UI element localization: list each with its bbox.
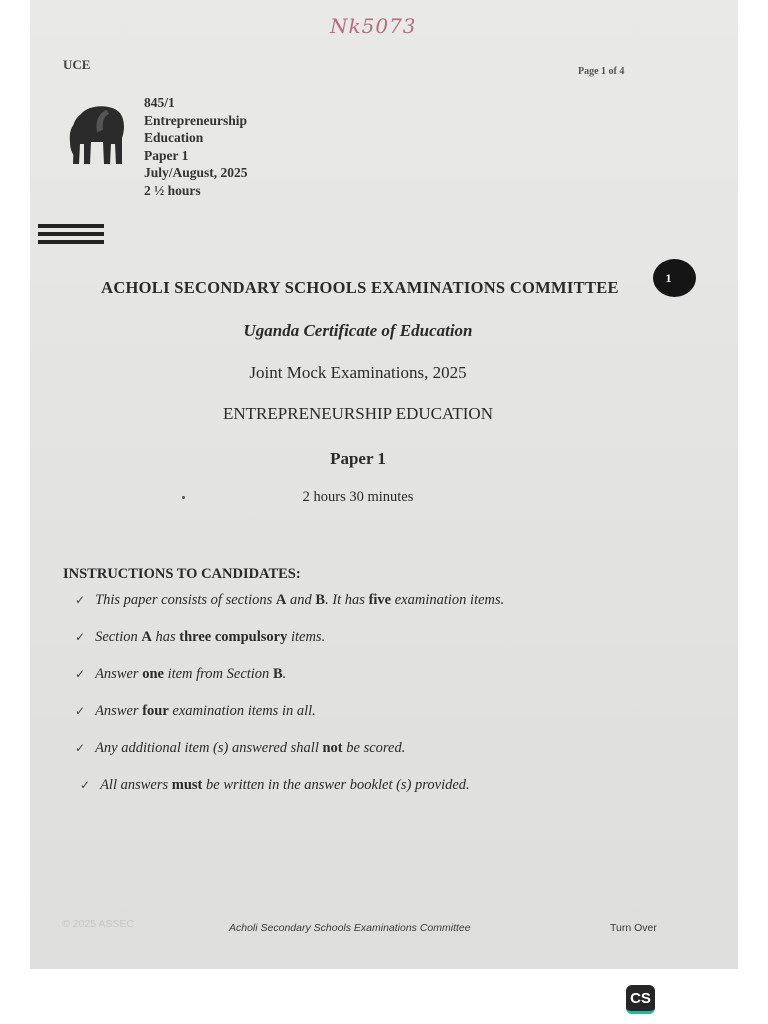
instruction-item: ✓ Section A has three compulsory items. [75, 629, 326, 645]
elephant-icon [67, 100, 129, 170]
subject-line-1: Entrepreneurship [144, 112, 248, 128]
exam-paper [30, 0, 738, 969]
duration: 2 hours 30 minutes [302, 489, 414, 505]
instruction-item: ✓ Any additional item (s) answered shall not be scored. [75, 740, 406, 756]
instruction-item: ✓ This paper consists of sections A and B. It has five examination items. [75, 592, 505, 608]
exam-name: Joint Mock Examinations, 2025 [249, 363, 467, 382]
check-icon: ✓ [75, 630, 86, 644]
instruction-item: ✓ Answer one item from Section B. [75, 666, 287, 682]
level-code: UCE [63, 57, 91, 72]
handwritten-note: Nk5073 [330, 14, 417, 38]
footer-copyright: © 2025 ASSEC [62, 918, 134, 930]
certificate-title: Uganda Certificate of Education [243, 321, 473, 340]
footer-turn-over: Turn Over [610, 922, 657, 934]
paper-label: Paper 1 [144, 147, 189, 163]
check-icon: ✓ [75, 593, 86, 607]
paper-code: 845/1 [144, 95, 175, 110]
paper-title: Paper 1 [330, 449, 386, 468]
subject-line-2: Education [144, 130, 204, 145]
subject-title: ENTREPRENEURSHIP EDUCATION [223, 404, 493, 423]
instruction-item: ✓ Answer four examination items in all. [75, 703, 316, 719]
page-badge: 1 [653, 259, 696, 297]
speck [182, 496, 185, 499]
paper-info [144, 94, 248, 199]
footer-committee: Acholi Secondary Schools Examinations Committee [229, 922, 471, 934]
instructions-title: INSTRUCTIONS TO CANDIDATES: [63, 566, 301, 582]
page-indicator: Page 1 of 4 [578, 66, 625, 77]
instruction-item: ✓ All answers must be written in the answer booklet (s) provided. [80, 777, 470, 793]
session: July/August, 2025 [144, 165, 248, 180]
check-icon: ✓ [75, 667, 86, 681]
check-icon: ✓ [80, 778, 91, 792]
check-icon: ✓ [75, 741, 86, 755]
duration-short: 2 ½ hours [144, 182, 201, 198]
camscanner-logo: CS [626, 985, 655, 1014]
committee-title: ACHOLI SECONDARY SCHOOLS EXAMINATIONS COMMITTEE [101, 278, 619, 297]
flag-stripes [38, 224, 104, 251]
check-icon: ✓ [75, 704, 86, 718]
